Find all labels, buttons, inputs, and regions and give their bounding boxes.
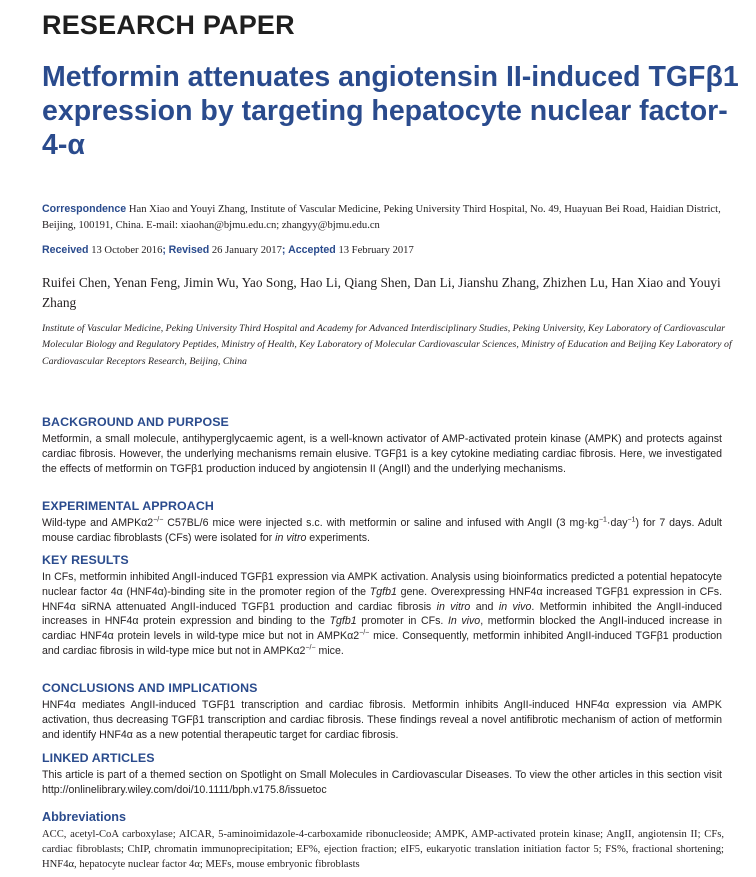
key-results-text: In CFs, metformin inhibited AngII-induced TGFβ1 expression via AMPK activation. Analysis using bioinformatics predicted a potential hepatocyte nuclear factor 4α (HNF4α)-binding site in the promoter region of the Tgfb1 gene. Overexpressing HNF4α increased TGFβ1 expression in CFs. HNF4α siRNA attenuated AngII-induced TGFβ1 production and cardiac fibrosis in vitro and in vivo. Metformin inhibited the AngII-induced increases in HNF4α protein expression and binding to the Tgfb1 promoter in CFs. In vivo, metformin blocked the AngII-induced increase in cardiac HNF4α protein levels in wild-type mice but not in AMPKα2−/− mice. Consequently, metformin inhibited AngII-induced TGFβ1 production and cardiac fibrosis in wild-type mice but not in AMPKα2−/− mice. [42, 571, 723, 657]
accepted-date: 13 February 2017 [338, 245, 414, 256]
correspondence-text: Han Xiao and Youyi Zhang, Institute of Vascular Medicine, Peking University Third Hospital, No. 49, Huayuan Bei Road, Haidian District, Beijing, 100191, China. E-mail: xiaohan@bjmu.edu.cn; zhangyy@bjmu.edu.cn [42, 204, 721, 231]
abbreviations-text: ACC, acetyl-CoA carboxylase; AICAR, 5-aminoimidazole-4-carboxamide ribonucleoside; AMPK, AMP-activated protein kinase; AngII, angiotensin II; CFs, cardiac fibroblasts; ChIP, chromatin immunoprecipitation; EF%, ejection fraction; eIF5, eukaryotic translation initiation factor 5; FS%, fractional shortening; HNF4α, hepatocyte nuclear factor 4α; MEFs, mouse embryonic fibroblasts [42, 829, 724, 870]
key-results-heading: KEY RESULTS [42, 553, 129, 567]
experimental-text: Wild-type and AMPKα2−/− C57BL/6 mice were injected s.c. with metformin or saline and infused with AngII (3 $mg\cdot kg^{-1}\cdot day^{-1}$) for 7 days. Adult mouse cardiac fibroblasts (CFs) were isolated for in vitro experiments. [42, 516, 723, 544]
section-label: RESEARCH PAPER [42, 10, 295, 40]
background-text: Metformin, a small molecule, antihyperglycaemic agent, is a well-known activator of AMP-activated protein kinase (AMPK) and protects against cardiac fibrosis. However, the underlying mechanisms remain elusive. TGFβ1 is a key cytokine mediating cardiac fibrosis. Here, we investigated the effects of metformin on TGFβ1 production induced by angiotensin II (AngII) and the underlying mechanisms. [42, 433, 722, 475]
background-heading: BACKGROUND AND PURPOSE [42, 415, 229, 429]
linked-articles-text: This article is part of a themed section on Spotlight on Small Molecules in Cardiovascular Diseases. To view the other articles in this section visit http://onlinelibrary.wiley.com/doi/10.1111/bph.v175.8/issuetoc [42, 769, 722, 796]
abbreviations-heading: Abbreviations [42, 810, 126, 824]
paper-title: Metformin attenuates angiotensin II-induced TGFβ1 expression by targeting hepatocyte nuclear factor-4-α [42, 61, 739, 161]
received-label: Received [42, 244, 89, 256]
correspondence [42, 201, 722, 234]
conclusions-text: HNF4α mediates AngII-induced TGFβ1 transcription and cardiac fibrosis. Metformin inhibits AngII-induced HNF4α expression via AMPK activation, thus decreasing TGFβ1 transcription and cardiac fibrosis. These findings reveal a novel antifibrotic mechanism of action of metformin and identify HNF4α as a new potential therapeutic target for cardiac fibrosis. [42, 699, 722, 741]
received-date: 13 October 2016 [91, 245, 163, 256]
author-list: Ruifei Chen, Yenan Feng, Jimin Wu, Yao Song, Hao Li, Qiang Shen, Dan Li, Jianshu Zhang, Zhizhen Lu, Han Xiao and Youyi Zhang [42, 275, 721, 310]
article-dates: Received 13 October 2016; Revised 26 January 2017; Accepted 13 February 2017 [42, 244, 414, 256]
correspondence-label: Correspondence [42, 203, 127, 215]
linked-articles-heading: LINKED ARTICLES [42, 751, 155, 765]
experimental-heading: EXPERIMENTAL APPROACH [42, 499, 214, 513]
revised-date: 26 January 2017 [211, 245, 282, 256]
conclusions-heading: CONCLUSIONS AND IMPLICATIONS [42, 681, 258, 695]
accepted-label: Accepted [288, 244, 336, 256]
affiliation: Institute of Vascular Medicine, Peking University Third Hospital and Academy for Advanced Interdisciplinary Studies, Peking University, Key Laboratory of Cardiovascular Molecular Biology and Regulatory Peptides, Ministry of Health, Key Laboratory of Molecular Cardiovascular Sciences, Ministry of Education and Beijing Key Laboratory of Cardiovascular Receptors Research, Beijing, China [42, 323, 732, 367]
revised-label: Revised [168, 244, 210, 256]
